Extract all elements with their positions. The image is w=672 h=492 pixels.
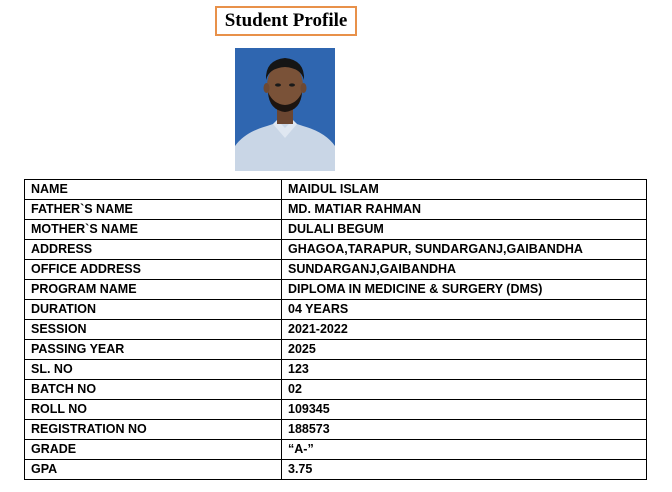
- profile-field-value: 109345: [282, 400, 647, 420]
- profile-row: [25, 320, 647, 340]
- profile-field-value: DIPLOMA IN MEDICINE & SURGERY (DMS): [282, 280, 647, 300]
- profile-row: [25, 460, 647, 480]
- profile-field-value: 2021-2022: [282, 320, 647, 340]
- profile-field-value: SUNDARGANJ,GAIBANDHA: [282, 260, 647, 280]
- profile-field-label: ADDRESS: [25, 240, 282, 260]
- profile-field-label: DURATION: [25, 300, 282, 320]
- profile-field-label: PASSING YEAR: [25, 340, 282, 360]
- profile-field-value: MD. MATIAR RAHMAN: [282, 200, 647, 220]
- profile-field-label: OFFICE ADDRESS: [25, 260, 282, 280]
- profile-field-value: 188573: [282, 420, 647, 440]
- page-title: Student Profile: [215, 6, 357, 36]
- profile-row: [25, 360, 647, 380]
- profile-row: [25, 200, 647, 220]
- profile-field-label: GRADE: [25, 440, 282, 460]
- profile-row: [25, 340, 647, 360]
- profile-row: [25, 300, 647, 320]
- profile-row: [25, 240, 647, 260]
- profile-row: [25, 280, 647, 300]
- profile-field-value: 3.75: [282, 460, 647, 480]
- profile-field-label: GPA: [25, 460, 282, 480]
- profile-row: [25, 180, 647, 200]
- profile-field-value: DULALI BEGUM: [282, 220, 647, 240]
- profile-field-label: SL. NO: [25, 360, 282, 380]
- profile-field-label: NAME: [25, 180, 282, 200]
- profile-field-label: MOTHER`S NAME: [25, 220, 282, 240]
- profile-field-label: FATHER`S NAME: [25, 200, 282, 220]
- profile-field-value: MAIDUL ISLAM: [282, 180, 647, 200]
- profile-field-label: REGISTRATION NO: [25, 420, 282, 440]
- profile-row: [25, 220, 647, 240]
- profile-field-label: SESSION: [25, 320, 282, 340]
- profile-field-value: GHAGOA,TARAPUR, SUNDARGANJ,GAIBANDHA: [282, 240, 647, 260]
- profile-row: [25, 260, 647, 280]
- profile-field-value: 2025: [282, 340, 647, 360]
- student-photo: [235, 48, 335, 171]
- profile-table: [24, 179, 647, 480]
- profile-field-value: 123: [282, 360, 647, 380]
- profile-row: [25, 400, 647, 420]
- profile-field-value: 02: [282, 380, 647, 400]
- profile-field-label: PROGRAM NAME: [25, 280, 282, 300]
- profile-row: [25, 380, 647, 400]
- profile-row: [25, 420, 647, 440]
- student-photo-image: [235, 48, 335, 171]
- profile-field-value: “A-”: [282, 440, 647, 460]
- profile-table-body: [25, 180, 647, 480]
- profile-field-label: ROLL NO: [25, 400, 282, 420]
- profile-row: [25, 440, 647, 460]
- profile-field-label: BATCH NO: [25, 380, 282, 400]
- profile-field-value: 04 YEARS: [282, 300, 647, 320]
